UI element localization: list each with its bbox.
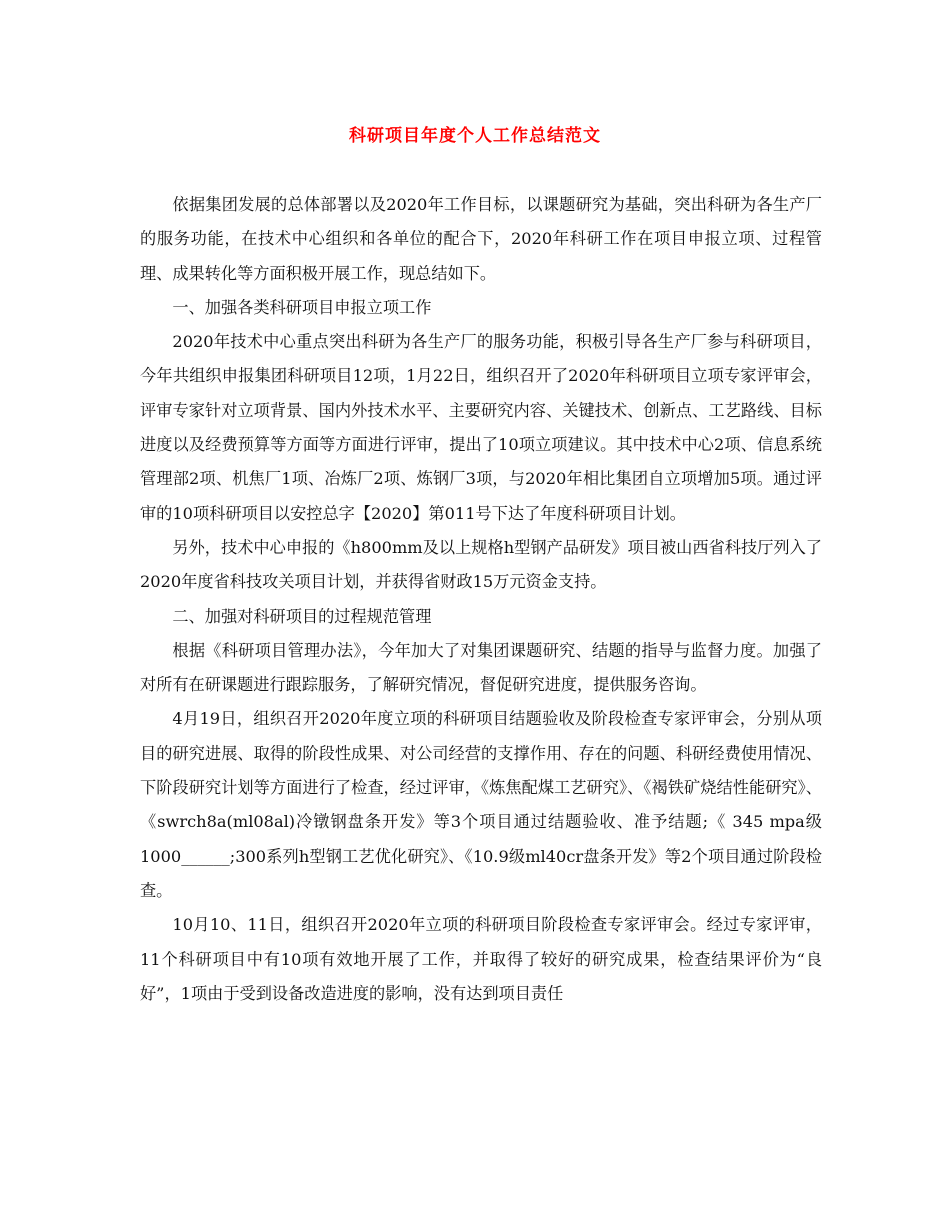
section-heading-2: 二、加强对科研项目的过程规范管理 bbox=[172, 606, 432, 626]
document-body bbox=[140, 188, 822, 1011]
paragraph-october-review: 10月10、11日，组织召开2020年立项的科研项目阶段检查专家评审会。经过专家评审，11个科研项目中有10项有效地开展了工作，并取得了较好的研究成果，检查结果评价为“良好”，1项由于受到设备改造进度的影响，没有达到项目责任 bbox=[140, 915, 822, 1003]
paragraph-april-review: 4月19日，组织召开2020年度立项的科研项目结题验收及阶段检查专家评审会，分别从项目的研究进展、取得的阶段性成果、对公司经营的支撑作用、存在的问题、科研经费使用情况、下阶段研究计划等方面进行了检查，经过评审，《炼焦配煤工艺研究》、《褐铁矿烧结性能研究》、《swrch8a(ml08al)冷镦钢盘条开发》等3个项目通过结题验收、准予结题;《 345 mpa级1000______;300系列h型钢工艺优化研究》、《10.9级ml40cr盘条开发》等2个项目通过阶段检查。 bbox=[140, 709, 822, 900]
paragraph-intro: 依据集团发展的总体部署以及2020年工作目标，以课题研究为基础，突出科研为各生产厂的服务功能，在技术中心组织和各单位的配合下，2020年科研工作在项目申报立项、过程管理、成果转化等方面积极开展工作，现总结如下。 bbox=[140, 195, 822, 283]
paragraph-project-application: 2020年技术中心重点突出科研为各生产厂的服务功能，积极引导各生产厂参与科研项目，今年共组织申报集团科研项目12项，1月22日，组织召开了2020年科研项目立项专家评审会，评审专家针对立项背景、国内外技术水平、主要研究内容、关键技术、创新点、工艺路线、目标进度以及经费预算等方面等方面进行评审，提出了10项立项建议。其中技术中心2项、信息系统管理部2项、机焦厂1项、冶炼厂2项、炼钢厂3项，与2020年相比集团自立项增加5项。通过评审的10项科研项目以安控总字【2020】第011号下达了年度科研项目计划。 bbox=[140, 332, 822, 523]
paragraph-management-rules: 根据《科研项目管理办法》，今年加大了对集团课题研究、结题的指导与监督力度。加强了对所有在研课题进行跟踪服务，了解研究情况，督促研究进度，提供服务咨询。 bbox=[140, 640, 822, 695]
paragraph-provincial-project: 另外，技术中心申报的《h800mm及以上规格h型钢产品研发》项目被山西省科技厅列入了2020年度省科技攻关项目计划，并获得省财政15万元资金支持。 bbox=[140, 537, 822, 592]
document-title: 科研项目年度个人工作总结范文 bbox=[349, 126, 601, 146]
section-heading-1: 一、加强各类科研项目申报立项工作 bbox=[172, 297, 432, 317]
